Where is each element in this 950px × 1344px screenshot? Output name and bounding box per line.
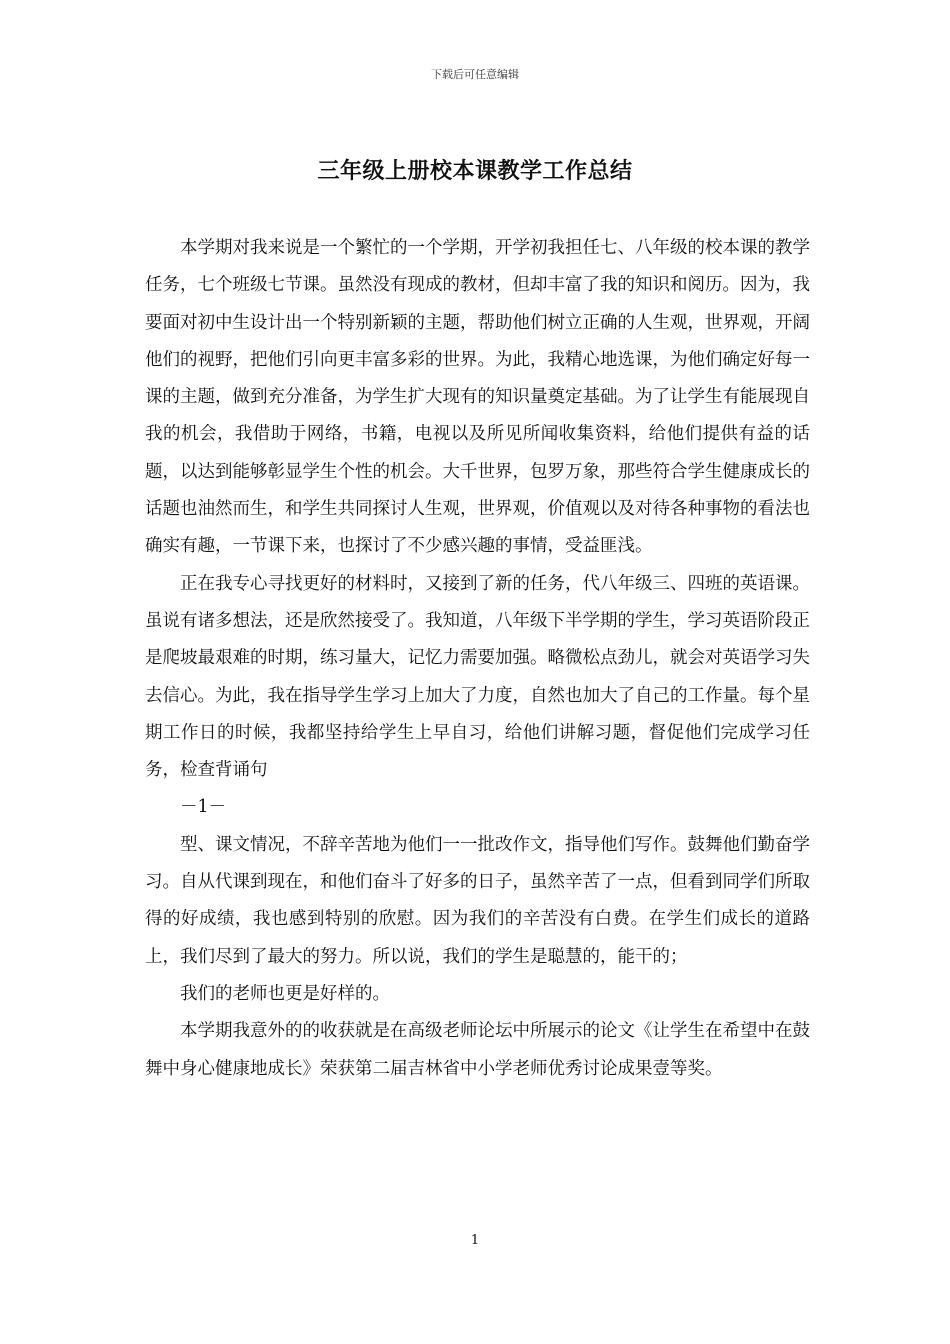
header-note: 下载后可任意编辑 (431, 68, 519, 81)
document-body (145, 230, 810, 1088)
paragraph: 型、课文情况，不辞辛苦地为他们一一批改作文，指导他们写作。鼓舞他们勤奋学习。自从代课到现在，和他们奋斗了好多的日子，虽然辛苦了一点，但看到同学们所取得的好成绩，我也感到特别的欣慰。因为我们的辛苦没有白费。在学生们成长的道路上，我们尽到了最大的努力。所以说，我们的学生是聪慧的，能干的； (145, 834, 810, 967)
footer-page-number: 1 (470, 1233, 480, 1248)
paragraph: 本学期对我来说是一个繁忙的一个学期，开学初我担任七、八年级的校本课的教学任务，七个班级七节课。虽然没有现成的教材，但却丰富了我的知识和阅历。因为，我要面对初中生设计出一个特别新颖的主题，帮助他们树立正确的人生观，世界观，开阔他们的视野，把他们引向更丰富多彩的世界。为此，我精心地选课，为他们确定好每一课的主题，做到充分准备，为学生扩大现有的知识量奠定基础。为了让学生有能展现自我的机会，我借助于网络，书籍，电视以及所见所闻收集资料，给他们提供有益的话题，以达到能够彰显学生个性的机会。大千世界，包罗万象，那些符合学生健康成长的话题也油然而生，和学生共同探讨人生观，世界观，价值观以及对待各种事物的看法也确实有趣，一节课下来，也探讨了不少感兴趣的事情，受益匪浅。 (145, 238, 810, 557)
inline-page-marker: －1－ (180, 797, 227, 818)
paragraph: 正在我专心寻找更好的材料时，又接到了新的任务，代八年级三、四班的英语课。虽说有诸多想法，还是欣然接受了。我知道，八年级下半学期的学生，学习英语阶段正是爬坡最艰难的时期，练习量大，记忆力需要加强。略微松点劲儿，就会对英语学习失去信心。为此，我在指导学生学习上加大了力度，自然也加大了自己的工作量。每个星期工作日的时候，我都坚持给学生上早自习，给他们讲解习题，督促他们完成学习任务，检查背诵句 (145, 573, 810, 781)
paragraph: 本学期我意外的的收获就是在高级老师论坛中所展示的论文《让学生在希望中在鼓舞中身心健康地成长》荣获第二届吉林省中小学老师优秀讨论成果壹等奖。 (145, 1021, 810, 1079)
document-title: 三年级上册校本课教学工作总结 (317, 158, 633, 184)
paragraph: 我们的老师也更是好样的。 (180, 983, 390, 1004)
